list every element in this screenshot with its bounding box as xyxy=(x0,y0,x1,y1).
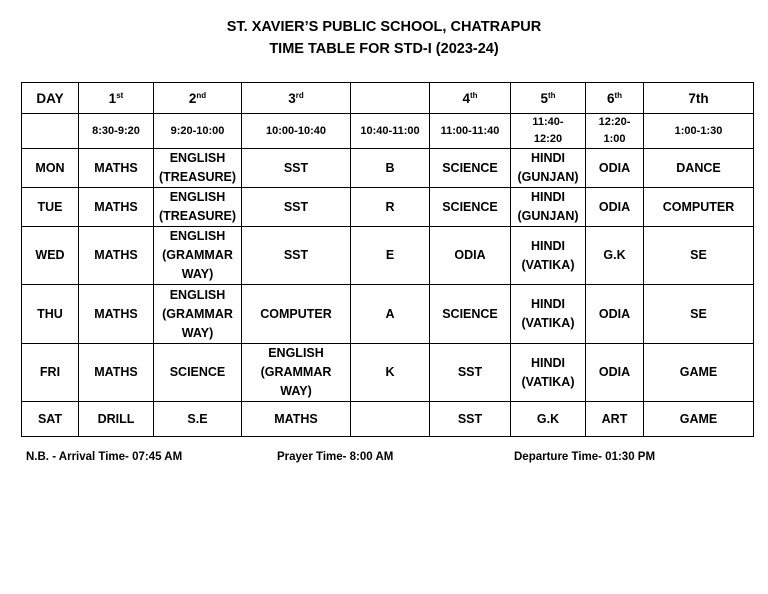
subject-cell: COMPUTER xyxy=(644,188,754,227)
period-header-row xyxy=(22,83,754,114)
subject-cell: HINDI (GUNJAN) xyxy=(511,188,586,227)
subject-cell: MATHS xyxy=(79,149,154,188)
subject-cell: SCIENCE xyxy=(430,285,511,344)
subject-cell: ENGLISH (GRAMMAR WAY) xyxy=(154,227,242,285)
subject-cell: MATHS xyxy=(79,188,154,227)
time-slot-cell: 11:00-11:40 xyxy=(430,114,511,149)
subject-cell: HINDI (VATIKA) xyxy=(511,285,586,344)
subject-cell: SST xyxy=(430,402,511,437)
time-slot-cell: 12:20- 1:00 xyxy=(586,114,644,149)
subject-cell: SST xyxy=(242,149,351,188)
subject-cell: SE xyxy=(644,227,754,285)
timetable xyxy=(21,82,754,437)
day-row xyxy=(22,402,754,437)
period-header-cell xyxy=(154,83,242,114)
subject-cell: MATHS xyxy=(79,227,154,285)
subject-cell: G.K xyxy=(586,227,644,285)
period-header-cell xyxy=(22,83,79,114)
subject-cell: DANCE xyxy=(644,149,754,188)
subject-cell: SST xyxy=(430,344,511,402)
subject-cell: E xyxy=(351,227,430,285)
subject-cell: COMPUTER xyxy=(242,285,351,344)
subject-cell: SE xyxy=(644,285,754,344)
time-slot-cell xyxy=(22,114,79,149)
day-row xyxy=(22,344,754,402)
time-slot-cell: 8:30-9:20 xyxy=(79,114,154,149)
subject-cell: DRILL xyxy=(79,402,154,437)
time-slot-cell: 11:40- 12:20 xyxy=(511,114,586,149)
subject-cell: A xyxy=(351,285,430,344)
subject-cell: ODIA xyxy=(430,227,511,285)
timetable-body xyxy=(22,83,754,437)
period-header-cell xyxy=(511,83,586,114)
period-header-cell xyxy=(351,83,430,114)
day-row xyxy=(22,188,754,227)
period-header-cell xyxy=(242,83,351,114)
subject-cell: SCIENCE xyxy=(430,149,511,188)
day-name-cell: SAT xyxy=(22,402,79,437)
departure-time-note: Departure Time- 01:30 PM xyxy=(514,451,656,463)
period-ordinal-suffix: rd xyxy=(295,90,304,100)
arrival-time-note: N.B. - Arrival Time- 07:45 AM xyxy=(26,451,183,463)
subject-cell: ODIA xyxy=(586,285,644,344)
period-label: 2 xyxy=(188,90,197,106)
subject-cell xyxy=(351,402,430,437)
period-header-cell xyxy=(79,83,154,114)
subject-cell: HINDI (GUNJAN) xyxy=(511,149,586,188)
subject-cell: R xyxy=(351,188,430,227)
period-ordinal-suffix: th xyxy=(469,90,478,100)
day-name-cell: WED xyxy=(22,227,79,285)
period-header-cell xyxy=(644,83,754,114)
subject-cell: K xyxy=(351,344,430,402)
subject-cell: S.E xyxy=(154,402,242,437)
subject-cell: HINDI (VATIKA) xyxy=(511,227,586,285)
subject-cell: SST xyxy=(242,188,351,227)
subject-cell: SCIENCE xyxy=(154,344,242,402)
prayer-time-note: Prayer Time- 8:00 AM xyxy=(277,451,394,463)
period-ordinal-suffix: nd xyxy=(196,90,207,100)
period-ordinal-suffix: th xyxy=(614,90,623,100)
period-label: 7th xyxy=(688,90,709,106)
day-name-cell: TUE xyxy=(22,188,79,227)
period-header-cell xyxy=(430,83,511,114)
day-name-cell: THU xyxy=(22,285,79,344)
subject-cell: ODIA xyxy=(586,188,644,227)
subject-cell: B xyxy=(351,149,430,188)
subject-cell: SCIENCE xyxy=(430,188,511,227)
school-name: ST. XAVIER’S PUBLIC SCHOOL, CHATRAPUR xyxy=(226,19,542,35)
period-header-cell xyxy=(586,83,644,114)
time-slot-cell: 9:20-10:00 xyxy=(154,114,242,149)
subject-cell: ART xyxy=(586,402,644,437)
subject-cell: ENGLISH (TREASURE) xyxy=(154,149,242,188)
subject-cell: MATHS xyxy=(79,344,154,402)
time-slot-cell: 10:00-10:40 xyxy=(242,114,351,149)
subject-cell: MATHS xyxy=(79,285,154,344)
day-row xyxy=(22,149,754,188)
period-label: 4 xyxy=(462,90,470,106)
time-slot-row xyxy=(22,114,754,149)
subject-cell: ENGLISH (GRAMMAR WAY) xyxy=(154,285,242,344)
timetable-title: TIME TABLE FOR STD-I (2023-24) xyxy=(269,41,499,57)
day-name-cell: FRI xyxy=(22,344,79,402)
subject-cell: GAME xyxy=(644,402,754,437)
subject-cell: ODIA xyxy=(586,149,644,188)
period-label: 1 xyxy=(108,90,117,106)
subject-cell: ENGLISH (TREASURE) xyxy=(154,188,242,227)
time-slot-cell: 1:00-1:30 xyxy=(644,114,754,149)
subject-cell: ENGLISH (GRAMMAR WAY) xyxy=(242,344,351,402)
subject-cell: HINDI (VATIKA) xyxy=(511,344,586,402)
period-label: 5 xyxy=(540,90,548,106)
subject-cell: SST xyxy=(242,227,351,285)
period-label: 6 xyxy=(606,90,615,106)
day-name-cell: MON xyxy=(22,149,79,188)
period-ordinal-suffix: th xyxy=(547,90,556,100)
time-slot-cell: 10:40-11:00 xyxy=(351,114,430,149)
period-ordinal-suffix: st xyxy=(116,90,124,100)
subject-cell: GAME xyxy=(644,344,754,402)
subject-cell: G.K xyxy=(511,402,586,437)
period-label: DAY xyxy=(36,90,64,106)
period-label: 3 xyxy=(288,90,296,106)
day-row xyxy=(22,227,754,285)
subject-cell: ODIA xyxy=(586,344,644,402)
subject-cell: MATHS xyxy=(242,402,351,437)
day-row xyxy=(22,285,754,344)
